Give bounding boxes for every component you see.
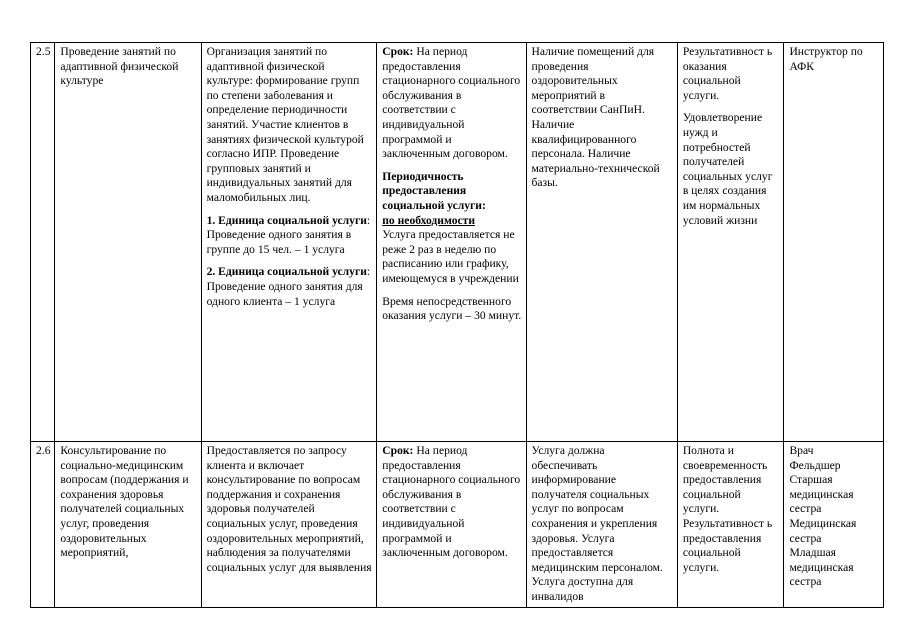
service-staff: Инструктор по АФК — [784, 43, 884, 442]
service-number: 2.5 — [31, 43, 55, 442]
periodicity-label: Периодичность предоставления социальной услуги: — [382, 169, 486, 212]
service-terms — [377, 43, 526, 442]
unit-1-colon: : — [366, 213, 371, 227]
duration-text: Время непосредственного оказания услуги – 30 минут. — [382, 294, 522, 323]
indicator-1: Результативност ь оказания социальной услуги. — [682, 45, 773, 102]
service-content: Предоставляется по запросу клиента и включает консультирование по вопросам поддержания и сохранения здоровья получателей социальных услуг, проведения оздоровительных мероприятий, наблюдения за получателями социальных услуг для выявления — [201, 442, 377, 608]
term-label: Срок: — [382, 45, 414, 58]
term-text: На период предоставления стационарного социального обслуживания в соответствии с индивидуальной программой и заключенным договором. — [382, 444, 521, 560]
unit-1 — [207, 214, 373, 258]
service-indicators: Полнота и своевременность предоставления социальной услуги. Результативност ь предоставления социальной услуги. — [677, 442, 784, 608]
content-intro: Организация занятий по адаптивной физической культуре: формирование групп по степени заболевания и определение периодичности занятий. Участие клиентов в занятиях физической культурой согласно ИПР. Проведение групповых занятий и индивидуальных занятий для маломобильных лиц. — [206, 45, 364, 204]
service-content — [201, 43, 377, 442]
staff-item: Младшая медицинская сестра — [789, 546, 854, 589]
service-terms — [377, 442, 526, 608]
indicator-2: Удовлетворение нужд и потребностей получателей социальных услуг в целях создания им нормальных условий жизни — [682, 111, 773, 227]
services-table — [30, 42, 884, 608]
service-conditions: Наличие помещений для проведения оздоровительных мероприятий в соответствии СанПиН. Наличие квалифицированного персонала. Наличие материально-технической базы. — [526, 43, 677, 442]
service-name: Проведение занятий по адаптивной физической культуре — [55, 43, 201, 442]
unit-2-heading: 2. Единица социальной услуги — [206, 265, 367, 279]
service-name: Консультирование по социально-медицинским вопросам (поддержания и сохранения здоровья получателей социальных услуг, проведения оздоровительных мероприятий, — [55, 442, 201, 608]
periodicity-text: Услуга предоставляется не реже 2 раз в неделю по расписанию или графику, имеющемуся в учреждении — [382, 228, 519, 285]
staff-item: Врач — [789, 444, 814, 457]
table-row — [31, 442, 884, 608]
staff-item: Медицинская сестра — [789, 516, 857, 545]
term-paragraph — [382, 45, 521, 162]
service-staff — [784, 442, 884, 608]
staff-item: Старшая медицинская сестра — [789, 473, 854, 516]
periodicity-value: по необходимости — [382, 213, 476, 227]
table-row — [31, 43, 884, 442]
unit-2 — [207, 265, 373, 309]
staff-item: Фельдшер — [789, 458, 841, 472]
term-paragraph — [382, 444, 521, 561]
term-label: Срок: — [382, 444, 414, 457]
unit-2-colon: : — [366, 265, 371, 279]
service-indicators — [677, 43, 784, 442]
service-conditions: Услуга должна обеспечивать информирование получателя социальных услуг по вопросам сохранения и укрепления здоровья. Услуга предоставляется медицинским персоналом. Услуга доступна для инвалидов — [526, 442, 677, 608]
unit-1-heading: 1. Единица социальной услуги — [206, 213, 367, 227]
unit-2-text: Проведение одного занятия для одного клиента – 1 услуга — [206, 279, 363, 308]
unit-1-text: Проведение одного занятия в группе до 15 чел. – 1 услуга — [206, 228, 352, 256]
service-number: 2.6 — [31, 442, 55, 608]
term-text: На период предоставления стационарного социального обслуживания в соответствии с индивидуальной программой и заключенным договором. — [382, 45, 521, 161]
